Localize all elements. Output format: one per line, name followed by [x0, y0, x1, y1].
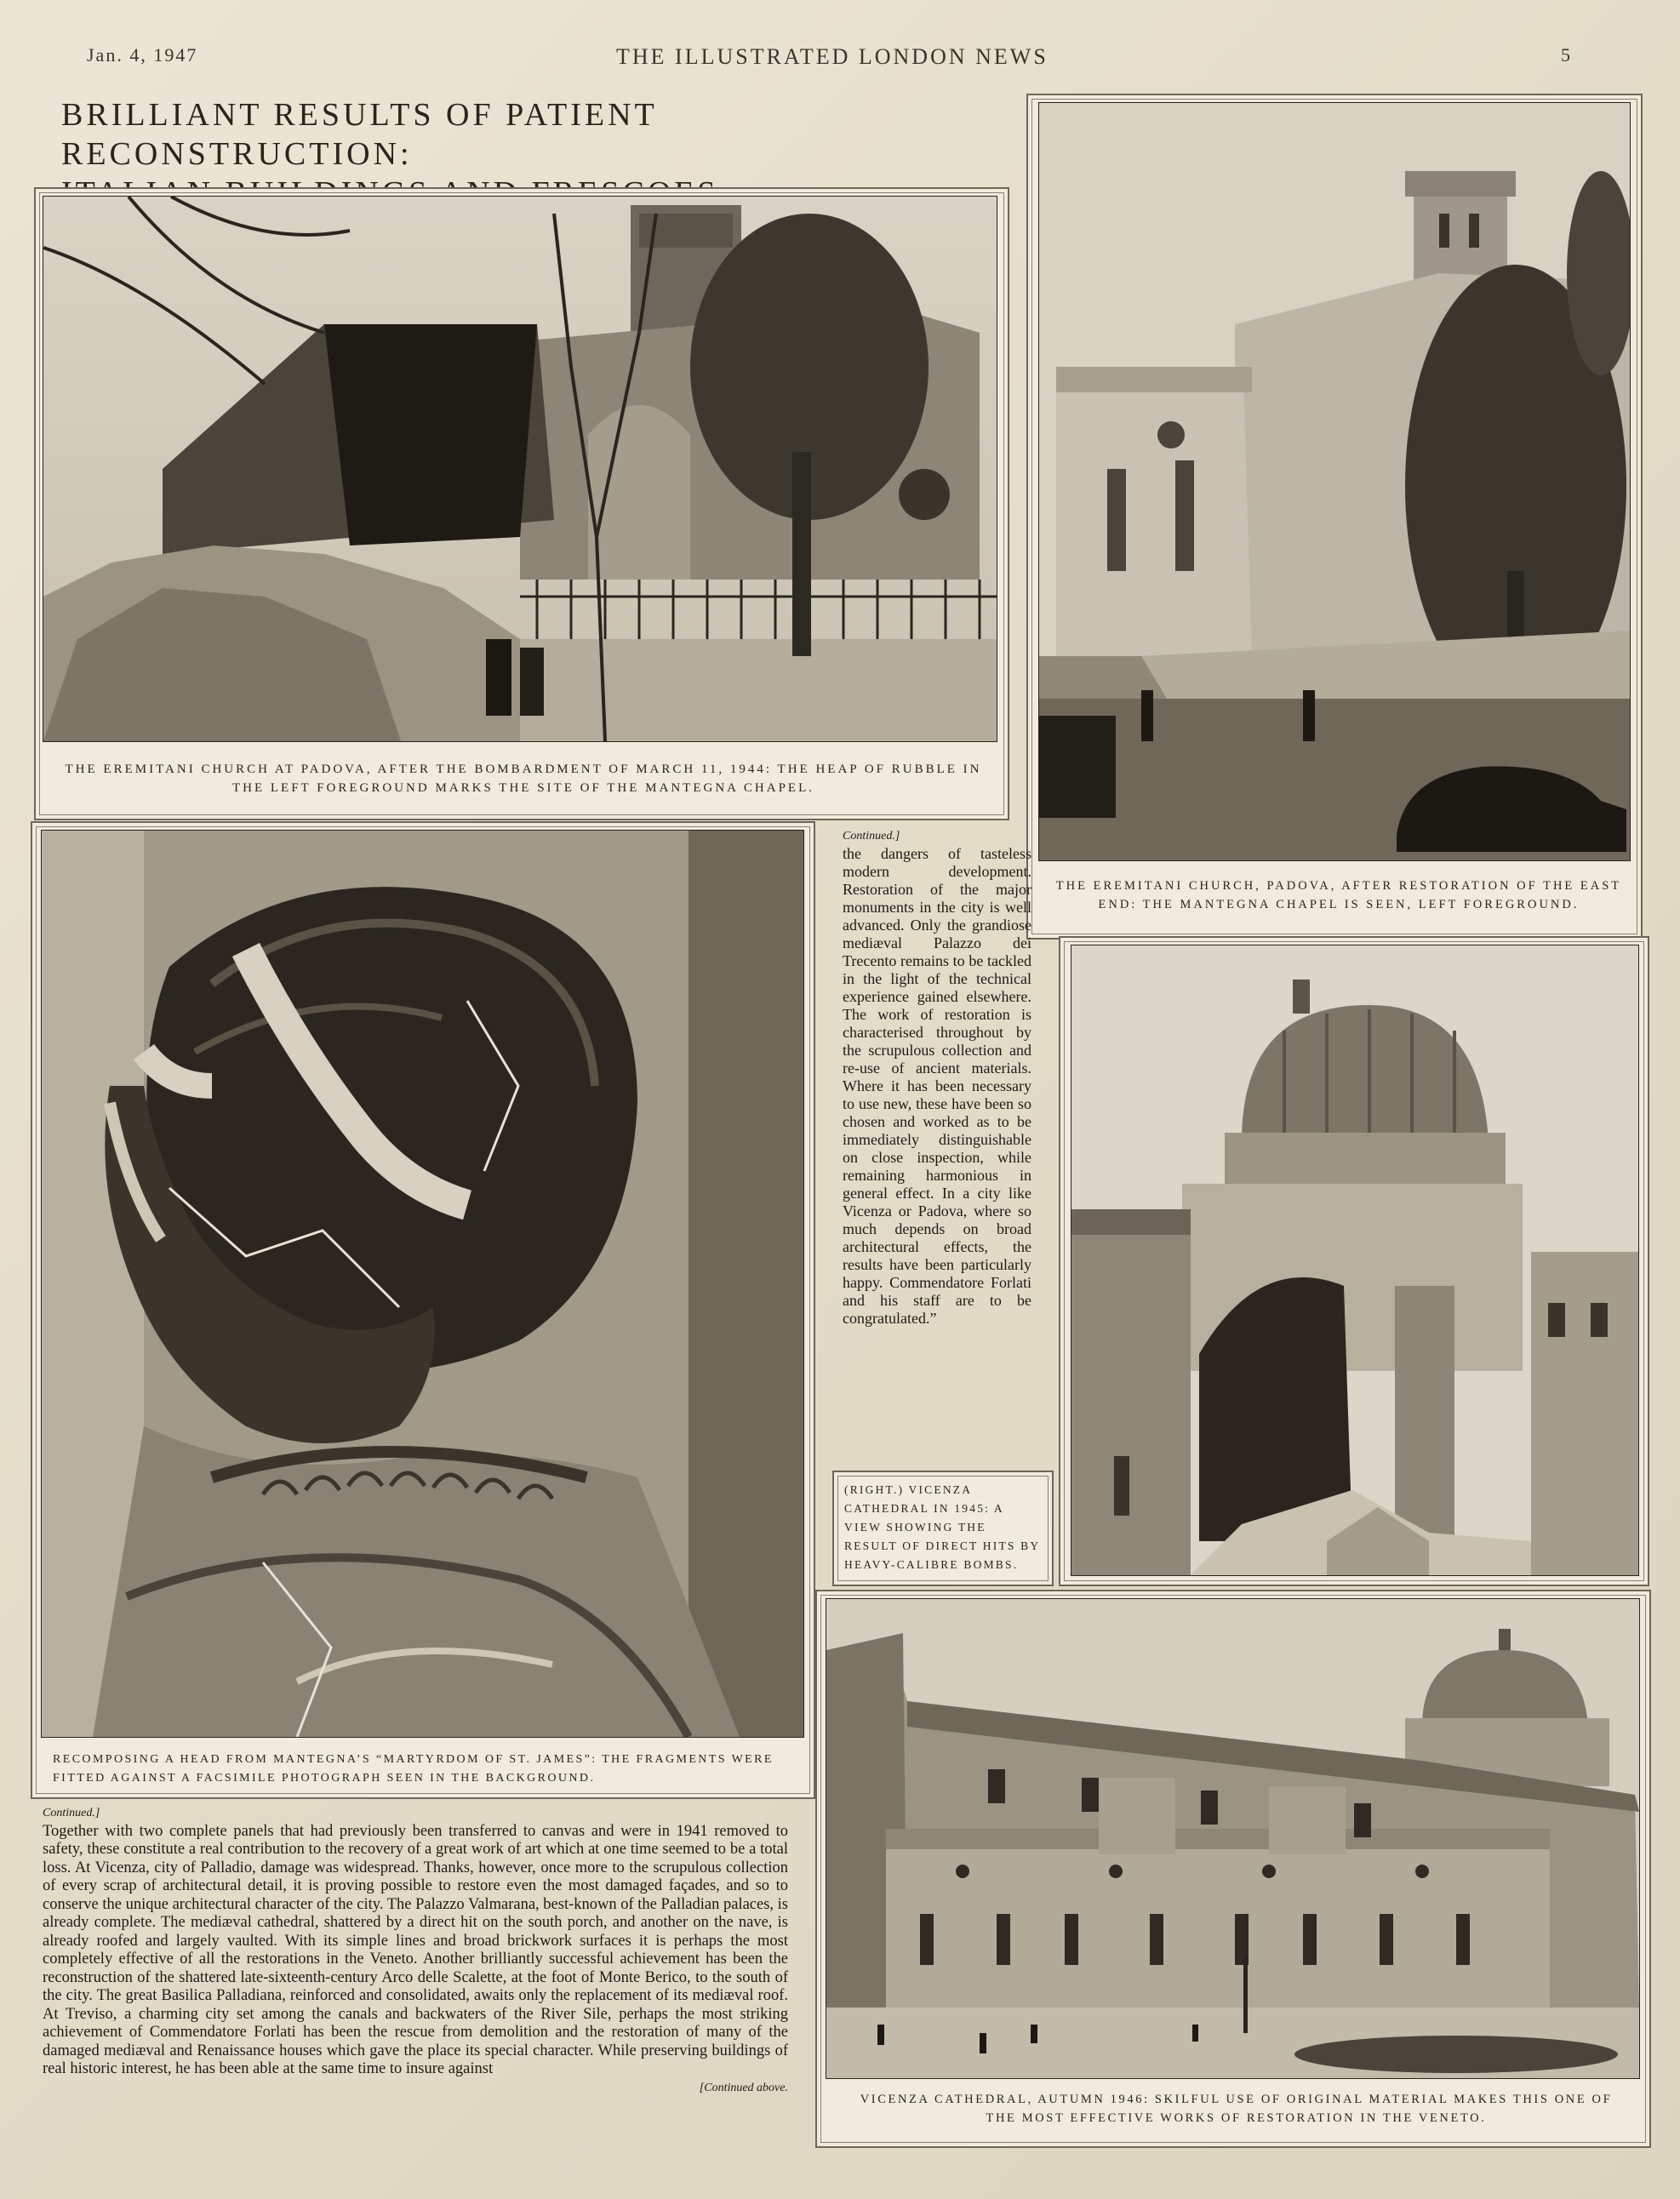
- vicenza-1945-caption: (RIGHT.) VICENZA CATHEDRAL IN 1945: A VIEW SHOWING THE RESULT OF DIRECT HITS BY HEAVY-CALIBRE BOMBS.: [844, 1483, 1040, 1571]
- continued-above-label: [Continued above.: [699, 2081, 788, 2094]
- column-body-text: the dangers of tasteless modern development. Restoration of the major monuments in the city is well advanced. Only the grandiose mediæval Palazzo dei Trecento remains to be tackled in the light of the technical experience gained elsewhere. The work of restoration is characterised throughout by the scrupulous collection and re-use of ancient materials. Where it has been necessary to use new, these have been so chosen and worked as to be immediately distinguishable on close inspection, while remaining harmonious in general effect. In a city like Vicenza or Padova, where so much depends on broad architectural effects, the results have been particularly happy. Commendatore Forlati and his staff are to be congratulated.”: [843, 845, 1031, 1327]
- page-number: 5: [1561, 44, 1573, 66]
- vicenza-1945-photo: [1071, 945, 1639, 1576]
- vicenza-1946-photo: [826, 1598, 1640, 2079]
- headline-line-1: BRILLIANT RESULTS OF PATIENT RECONSTRUCTION:: [61, 97, 658, 172]
- bottom-body-text: [43, 1804, 788, 2097]
- vicenza-1946-caption: VICENZA CATHEDRAL, AUTUMN 1946: SKILFUL USE OF ORIGINAL MATERIAL MAKES THIS ONE OF THE MOST EFFECTIVE WORKS OF RESTORATION IN THE VENETO.: [860, 2093, 1613, 2125]
- continued-column: [843, 827, 1031, 1328]
- column-continued-label: Continued.]: [843, 830, 900, 842]
- mantegna-head-photo: [41, 830, 804, 1738]
- eremitani-bombed-image: [43, 197, 997, 741]
- vicenza-1945-image: [1071, 945, 1638, 1575]
- mantegna-head-image: [42, 831, 803, 1737]
- eremitani-bombed-photo: [43, 196, 997, 742]
- bottom-continued-label: Continued.]: [43, 1807, 100, 1819]
- eremitani-restored-image: [1039, 103, 1630, 860]
- issue-date: Jan. 4, 1947: [87, 44, 198, 66]
- eremitani-restored-photo: [1038, 102, 1631, 861]
- vicenza-1946-image: [826, 1599, 1639, 2078]
- bottom-body-paragraph: Together with two complete panels that had previously been transferred to canvas and were in 1941 removed to safety, these constitute a real contribution to the recovery of a great work of art which at one time seemed to be a total loss. At Vicenza, city of Palladio, damage was widespread. Thanks, however, once more to the scrupulous collection of every scrap of architectural detail, it is proving possible to restore even the most damaged façades, and so to conserve the unique architectural character of the city. The Palazzo Valmarana, best-known of the Palladian palaces, is already complete. The mediæval cathedral, shattered by a direct hit on the south porch, and another on the nave, is already roofed and largely vaulted. With its simple lines and broad brickwork surfaces it is perhaps the most completely effective of all the restorations in the Veneto. Another brilliantly successful achievement has been the reconstruction of the shattered late-sixteenth-century Arco delle Scalette, at the foot of Monte Berico, to the south of the city. The great Basilica Palladiana, reinforced and consolidated, awaits only the replacement of its mediæval roof. At Treviso, a charming city set among the canals and backwaters of the River Sile, perhaps the most striking achievement of Commendatore Forlati has been the rescue from demolition and the restoration of many of the damaged mediæval and Renaissance houses which gave the place its special character. While preserving buildings of real historic interest, he has been able at the same time to insure against: [43, 1822, 788, 2077]
- eremitani-restored-caption: THE EREMITANI CHURCH, PADOVA, AFTER RESTORATION OF THE EAST END: THE MANTEGNA CHAPEL IS SEEN, LEFT FOREGROUND.: [1055, 879, 1622, 911]
- mantegna-head-caption: RECOMPOSING A HEAD FROM MANTEGNA’S “MARTYRDOM OF ST. JAMES”: THE FRAGMENTS WERE FITTED AGAINST A FACSIMILE PHOTOGRAPH SEEN IN THE BACKGROUND.: [53, 1753, 774, 1785]
- publication-title: THE ILLUSTRATED LONDON NEWS: [616, 44, 1049, 69]
- eremitani-bombed-caption: THE EREMITANI CHURCH AT PADOVA, AFTER THE BOMBARDMENT OF MARCH 11, 1944: THE HEAP OF RUBBLE IN THE LEFT FOREGROUND MARKS THE SITE OF THE MANTEGNA CHAPEL.: [65, 763, 982, 795]
